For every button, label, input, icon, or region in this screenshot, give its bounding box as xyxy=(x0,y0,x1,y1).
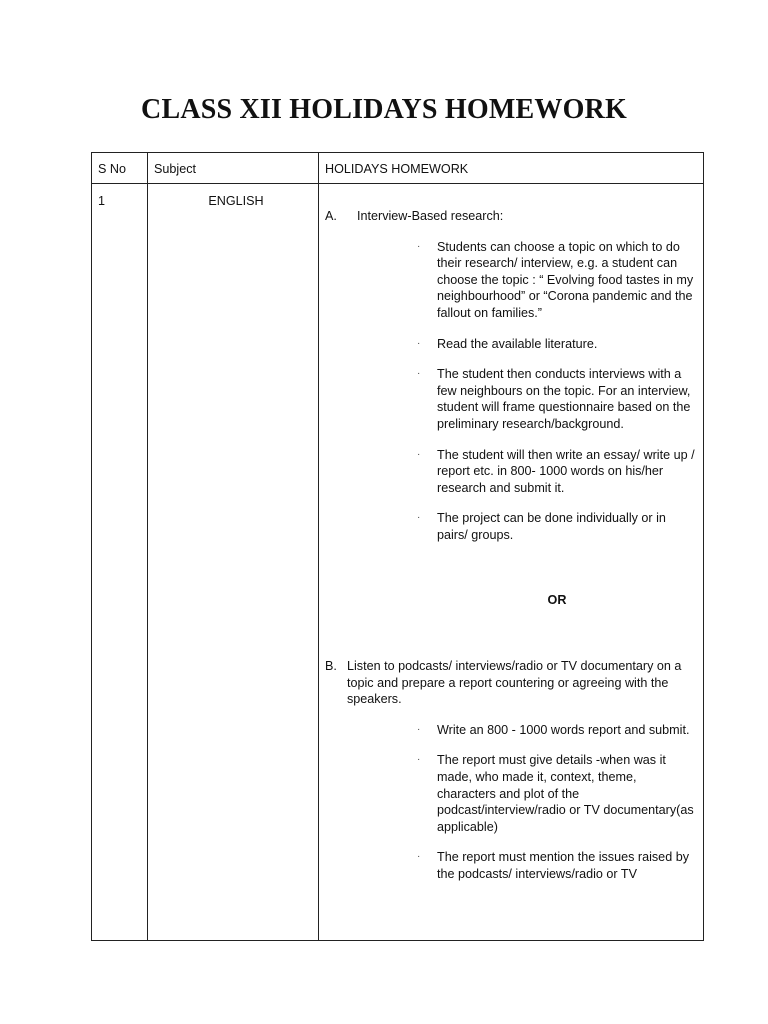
homework-table xyxy=(91,152,704,941)
list-item: · Students can choose a topic on which to do their research/ interview, e.g. a student can choose the topic : “ Evolving food tastes in my neighbourhood” or “Corona pandemic and the fallout on families.” xyxy=(417,239,694,320)
list-item: · The report must give details -when was it made, who made it, context, theme, characters and plot of the podcast/interview/radio or TV documentary(as applicable) xyxy=(417,753,694,834)
section-a-letter: A. xyxy=(325,209,337,223)
cell-subject: ENGLISH xyxy=(148,184,319,941)
section-b-bullets xyxy=(325,722,697,883)
bullet-icon: · xyxy=(417,512,421,524)
bullet-icon: · xyxy=(417,754,421,766)
section-b-title: Listen to podcasts/ interviews/radio or TV documentary on a topic and prepare a report countering or agreeing with the speakers. xyxy=(347,659,682,707)
bullet-icon: · xyxy=(417,723,421,735)
list-item: · Write an 800 - 1000 words report and submit. xyxy=(417,722,690,737)
header-subject: Subject xyxy=(148,153,319,184)
bullet-icon: · xyxy=(417,448,421,460)
section-b-heading xyxy=(325,658,697,708)
table-row xyxy=(92,184,704,941)
cell-sno: 1 xyxy=(92,184,148,941)
header-homework: HOLIDAYS HOMEWORK xyxy=(319,153,704,184)
list-item: · The student will then write an essay/ write up / report etc. in 800- 1000 words on his/her research and submit it. xyxy=(417,447,695,495)
cell-homework xyxy=(319,184,704,941)
bullet-icon: · xyxy=(417,337,421,349)
list-item: · The student then conducts interviews with a few neighbours on the topic. For an interview, student will frame questionnaire based on the preliminary research/background. xyxy=(417,367,691,431)
section-b-letter: B. xyxy=(325,659,337,674)
list-item: · The project can be done individually or in pairs/ groups. xyxy=(417,511,666,542)
bullet-icon: · xyxy=(417,240,421,252)
bullet-icon: · xyxy=(417,368,421,380)
table-header-row xyxy=(92,153,704,184)
section-a-title: Interview-Based research: xyxy=(357,209,504,223)
bullet-icon: · xyxy=(417,851,421,863)
or-separator: OR xyxy=(547,592,567,607)
document-title: CLASS XII HOLIDAYS HOMEWORK xyxy=(141,94,627,125)
header-sno: S No xyxy=(92,153,148,184)
list-item: · Read the available literature. xyxy=(417,336,598,351)
section-a-bullets xyxy=(325,239,697,544)
list-item: · The report must mention the issues raised by the podcasts/ interviews/radio or TV xyxy=(417,850,689,882)
section-a-heading xyxy=(325,208,697,225)
